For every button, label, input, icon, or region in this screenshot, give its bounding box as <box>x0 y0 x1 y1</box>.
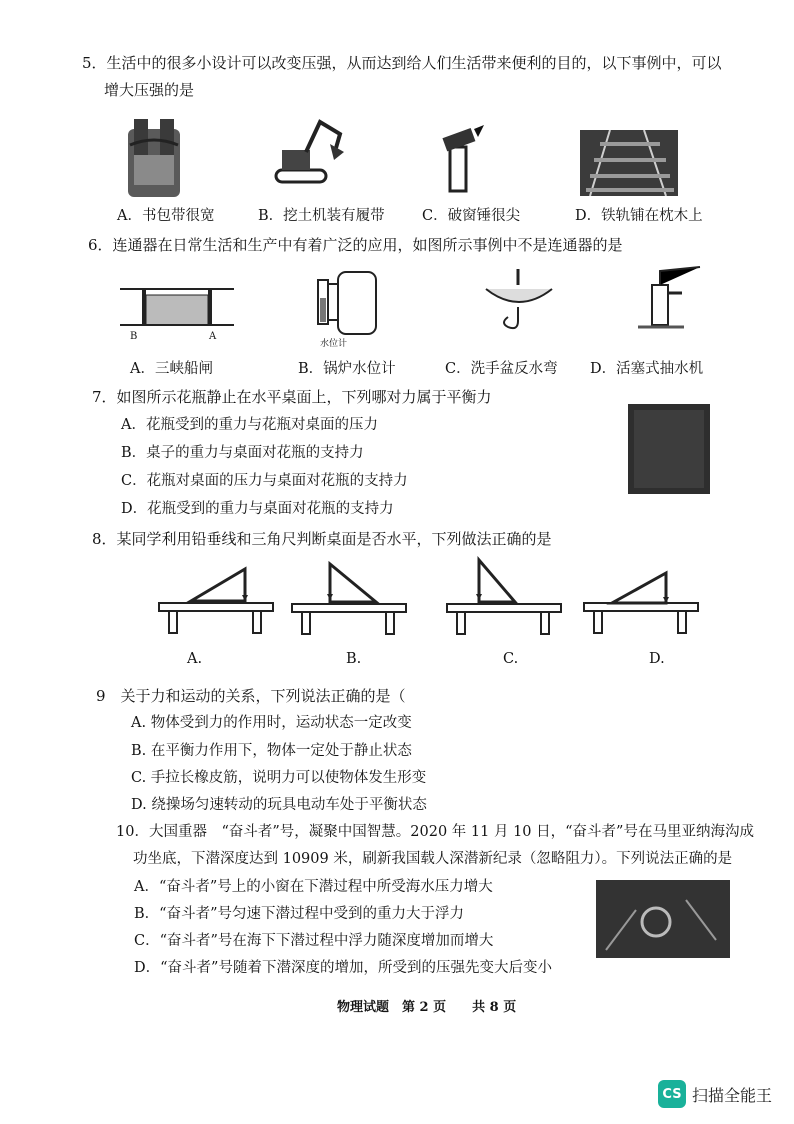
q9-stem: 9 关于力和运动的关系，下列说法正确的是（ <box>96 687 406 705</box>
backpack-photo <box>120 115 190 203</box>
q7-option-c[interactable]: C．花瓶对桌面的压力与桌面对花瓶的支持力 <box>121 473 408 489</box>
page-footer: 物理试题 第 2 页 共 8 页 <box>337 1000 517 1015</box>
window-hammer-picture <box>440 125 486 195</box>
q9-option-d[interactable]: D. 绕操场匀速转动的玩具电动车处于平衡状态 <box>131 797 427 813</box>
q10-option-b[interactable]: B．“奋斗者”号匀速下潜过程中受到的重力大于浮力 <box>134 906 464 922</box>
q10-stem-line2: 功坐底，下潜深度达到 10909 米，刷新我国载人深潜新纪录（忽略阻力）。下列说法正确的是 <box>133 851 733 867</box>
camscanner-watermark-text: 扫描全能王 <box>692 1086 773 1105</box>
q8-figure-b <box>290 556 410 636</box>
q10-option-c[interactable]: C．“奋斗者”号在海下下潜过程中浮力随深度增加而增大 <box>134 933 494 949</box>
q6-stem: 6．连通器在日常生活和生产中有着广泛的应用，如图所示事例中不是连通器的是 <box>88 236 623 254</box>
q5-option-c[interactable]: C．破窗锤很尖 <box>422 208 521 224</box>
washbasin-diagram <box>482 265 556 337</box>
q7-option-d[interactable]: D．花瓶受到的重力与桌面对花瓶的支持力 <box>121 501 394 517</box>
q9-option-a[interactable]: A. 物体受到力的作用时，运动状态一定改变 <box>131 715 412 731</box>
q8-label-b[interactable]: B. <box>346 651 362 667</box>
q6-option-d[interactable]: D．活塞式抽水机 <box>590 361 704 377</box>
q7-option-b[interactable]: B．桌子的重力与桌面对花瓶的支持力 <box>121 445 364 461</box>
q8-label-a[interactable]: A. <box>187 651 203 667</box>
q8-figure-c <box>445 556 565 636</box>
ship-lock-label-b: B <box>130 331 138 342</box>
q6-option-b[interactable]: B．锅炉水位计 <box>298 361 396 377</box>
q10-stem-line1: 10．大国重器 “奋斗者”号，凝聚中国智慧。2020 年 11 月 10 日，“奋斗者”号在马里亚纳海沟成 <box>116 824 754 840</box>
submersible-photo <box>596 880 730 958</box>
ship-lock-label-a: A <box>209 331 217 342</box>
q9-option-b[interactable]: B. 在平衡力作用下，物体一定处于静止状态 <box>131 743 412 759</box>
excavator-picture <box>270 112 350 192</box>
boiler-gauge-diagram <box>308 268 380 336</box>
q8-figure-a <box>157 563 277 635</box>
railway-sleepers-photo <box>580 130 678 196</box>
piston-pump-diagram <box>616 265 716 333</box>
water-gauge-label: 水位计 <box>320 339 348 349</box>
q6-option-a[interactable]: A．三峡船闸 <box>130 361 213 377</box>
q5-option-d[interactable]: D．铁轨铺在枕木上 <box>575 208 703 224</box>
q10-option-d[interactable]: D．“奋斗者”号随着下潜深度的增加，所受到的压强先变大后变小 <box>134 960 552 976</box>
q5-stem-line1: 5．生活中的很多小设计可以改变压强，从而达到给人们生活带来便利的目的，以下事例中，可以 <box>82 54 722 72</box>
q5-option-b[interactable]: B．挖土机装有履带 <box>258 208 385 224</box>
q10-option-a[interactable]: A．“奋斗者”号上的小窗在下潜过程中所受海水压力增大 <box>134 879 493 895</box>
camscanner-logo-icon: CS <box>658 1080 686 1108</box>
vase-photo <box>628 404 710 494</box>
q6-option-c[interactable]: C．洗手盆反水弯 <box>445 361 558 377</box>
q5-option-a[interactable]: A．书包带很宽 <box>117 208 215 224</box>
q7-stem: 7．如图所示花瓶静止在水平桌面上，下列哪对力属于平衡力 <box>92 388 492 406</box>
q8-stem: 8．某同学利用铅垂线和三角尺判断桌面是否水平，下列做法正确的是 <box>92 530 552 548</box>
q5-stem-line2: 增大压强的是 <box>104 81 195 99</box>
q9-option-c[interactable]: C. 手拉长橡皮筋，说明力可以使物体发生形变 <box>131 770 427 786</box>
ship-lock-diagram <box>118 275 236 331</box>
q8-label-c[interactable]: C. <box>503 651 519 667</box>
q8-figure-d <box>582 563 702 635</box>
q8-label-d[interactable]: D. <box>649 651 665 667</box>
q7-option-a[interactable]: A．花瓶受到的重力与花瓶对桌面的压力 <box>121 417 378 433</box>
